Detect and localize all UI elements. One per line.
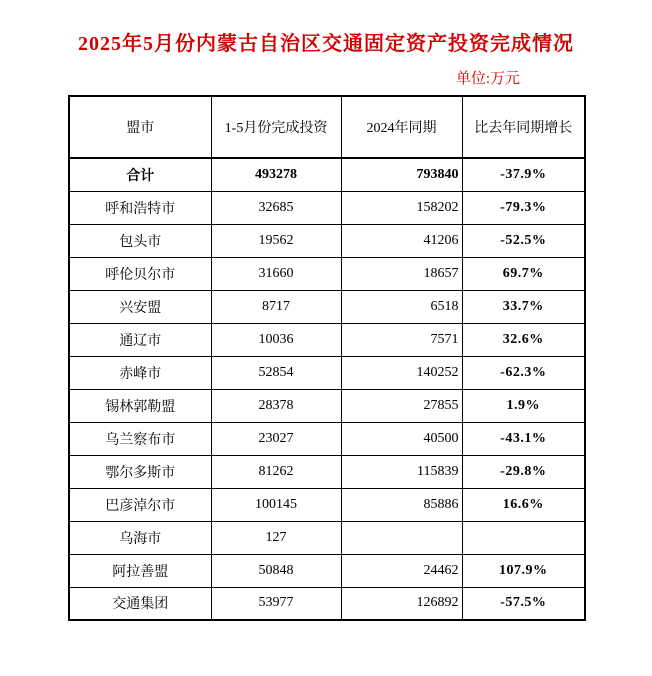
col-header-region: 盟市: [69, 96, 211, 158]
cell-region: 乌海市: [69, 521, 211, 554]
cell-current: 50848: [211, 554, 341, 587]
cell-previous: [341, 521, 462, 554]
cell-growth: -57.5%: [462, 587, 585, 620]
cell-current: 23027: [211, 422, 341, 455]
cell-current: 52854: [211, 356, 341, 389]
table-row: [69, 224, 585, 257]
cell-region: 赤峰市: [69, 356, 211, 389]
cell-previous: 7571: [341, 323, 462, 356]
cell-region: 交通集团: [69, 587, 211, 620]
cell-region: 呼和浩特市: [69, 191, 211, 224]
cell-previous: 158202: [341, 191, 462, 224]
cell-region: 合计: [69, 158, 211, 191]
cell-region: 包头市: [69, 224, 211, 257]
cell-current: 31660: [211, 257, 341, 290]
cell-previous: 41206: [341, 224, 462, 257]
cell-region: 兴安盟: [69, 290, 211, 323]
table-row: [69, 290, 585, 323]
cell-region: 呼伦贝尔市: [69, 257, 211, 290]
table-row: [69, 422, 585, 455]
col-header-current: 1-5月份完成投资: [211, 96, 341, 158]
cell-previous: 18657: [341, 257, 462, 290]
table-row: [69, 323, 585, 356]
cell-previous: 40500: [341, 422, 462, 455]
table-row: [69, 158, 585, 191]
unit-label: 单位:万元: [455, 71, 520, 87]
cell-previous: 27855: [341, 389, 462, 422]
cell-current: 32685: [211, 191, 341, 224]
table-row: [69, 356, 585, 389]
cell-previous: 85886: [341, 488, 462, 521]
col-header-previous: 2024年同期: [341, 96, 462, 158]
col-header-growth: 比去年同期增长: [462, 96, 585, 158]
cell-growth: [462, 521, 585, 554]
cell-growth: 33.7%: [462, 290, 585, 323]
cell-current: 493278: [211, 158, 341, 191]
cell-growth: 107.9%: [462, 554, 585, 587]
cell-current: 8717: [211, 290, 341, 323]
table-row: [69, 389, 585, 422]
cell-growth: 32.6%: [462, 323, 585, 356]
cell-growth: 69.7%: [462, 257, 585, 290]
cell-current: 100145: [211, 488, 341, 521]
cell-current: 127: [211, 521, 341, 554]
cell-growth: -37.9%: [462, 158, 585, 191]
table-body: [69, 158, 585, 620]
cell-region: 乌兰察布市: [69, 422, 211, 455]
cell-current: 28378: [211, 389, 341, 422]
cell-region: 通辽市: [69, 323, 211, 356]
table-row: [69, 587, 585, 620]
cell-growth: -52.5%: [462, 224, 585, 257]
cell-current: 10036: [211, 323, 341, 356]
investment-table: [68, 95, 586, 621]
cell-current: 53977: [211, 587, 341, 620]
cell-growth: 1.9%: [462, 389, 585, 422]
cell-growth: 16.6%: [462, 488, 585, 521]
cell-growth: -79.3%: [462, 191, 585, 224]
cell-growth: -43.1%: [462, 422, 585, 455]
cell-previous: 24462: [341, 554, 462, 587]
cell-region: 锡林郭勒盟: [69, 389, 211, 422]
table-row: [69, 257, 585, 290]
cell-region: 鄂尔多斯市: [69, 455, 211, 488]
cell-previous: 793840: [341, 158, 462, 191]
table-row: [69, 191, 585, 224]
table-row: [69, 521, 585, 554]
cell-previous: 126892: [341, 587, 462, 620]
cell-current: 81262: [211, 455, 341, 488]
cell-growth: -62.3%: [462, 356, 585, 389]
cell-growth: -29.8%: [462, 455, 585, 488]
cell-previous: 6518: [341, 290, 462, 323]
cell-previous: 140252: [341, 356, 462, 389]
table-row: [69, 554, 585, 587]
table-header: [69, 96, 585, 158]
cell-previous: 115839: [341, 455, 462, 488]
table-row: [69, 488, 585, 521]
table-row: [69, 455, 585, 488]
page-title: 2025年5月份内蒙古自治区交通固定资产投资完成情况: [78, 33, 574, 55]
cell-current: 19562: [211, 224, 341, 257]
cell-region: 阿拉善盟: [69, 554, 211, 587]
table-header-row: [69, 96, 585, 158]
cell-region: 巴彦淖尔市: [69, 488, 211, 521]
